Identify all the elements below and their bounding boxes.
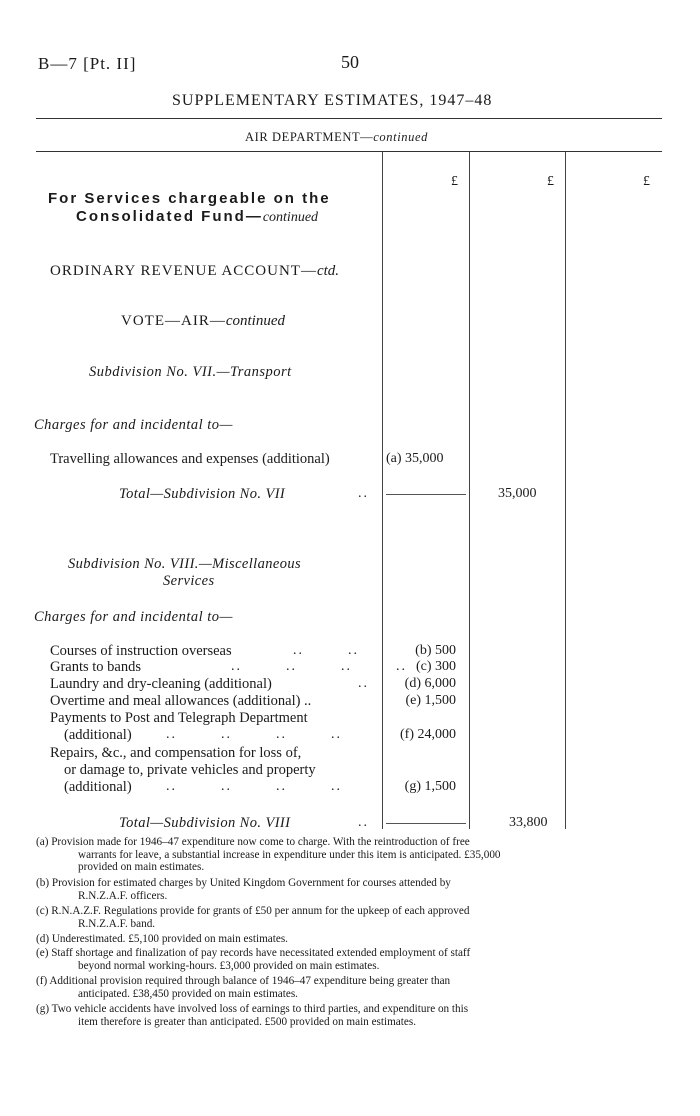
column-divider-2	[469, 152, 470, 829]
footnote-f-line2: anticipated. £38,450 provided on main estimates.	[78, 987, 298, 1000]
services-heading-fund: Consolidated Fund—	[76, 208, 263, 225]
footnote-a	[36, 836, 501, 874]
footnote-c	[36, 905, 469, 930]
footnote-a-line2: warrants for leave, a substantial increase in expenditure under this item is anticipated. £35,000	[78, 848, 501, 861]
subdivision-7-total-label: Total—Subdivision No. VII	[119, 486, 286, 502]
department-heading	[245, 130, 428, 145]
column-header-1: £	[451, 174, 458, 189]
footnote-c-line1: (c) R.N.A.Z.F. Regulations provide for grants of £50 per annum for the upkeep of each approved	[36, 905, 470, 917]
document-title: SUPPLEMENTARY ESTIMATES, 1947–48	[172, 92, 493, 109]
header-rule-bottom	[36, 151, 662, 152]
sub8-item-laundry: Laundry and dry-cleaning (additional)	[50, 676, 272, 692]
vote-heading	[121, 313, 285, 330]
sub8-item-grants-amount: (c) 300	[415, 659, 456, 674]
column-divider-1	[382, 152, 383, 829]
sub8-item-courses-dots: .. ..	[293, 643, 359, 658]
sub8-item-grants-dots: .. .. .. ..	[231, 659, 407, 674]
services-heading-line1: For Services chargeable on the	[48, 190, 331, 207]
subdivision-8-title-line1: Subdivision No. VIII.—Miscellaneous	[68, 556, 302, 572]
column-divider-3	[565, 152, 566, 829]
column-header-3: £	[643, 174, 650, 189]
sub8-item-grants: Grants to bands	[50, 659, 142, 675]
sub8-item-payments-amount: (f) 24,000	[400, 727, 456, 742]
footnote-g-line2: item therefore is greater than anticipated. £500 provided on main estimates.	[78, 1015, 416, 1028]
sub8-item-payments-additional: (additional)	[64, 727, 132, 743]
footnote-f	[36, 975, 450, 1000]
page-number: 50	[341, 52, 359, 72]
footnote-d	[36, 933, 288, 946]
page-reference: B—7 [Pt. II]	[38, 54, 137, 73]
subdivision-7-title: Subdivision No. VII.—Transport	[89, 364, 292, 380]
account-name: ORDINARY REVENUE ACCOUNT—	[50, 263, 317, 279]
footnote-g-line1: (g) Two vehicle accidents have involved loss of earnings to third parties, and expenditure on this	[36, 1003, 469, 1015]
footnote-a-line1: (a) Provision made for 1946–47 expenditure now come to charge. With the reintroduction of free	[36, 836, 470, 848]
footnote-b-line2: R.N.Z.A.F. officers.	[78, 889, 168, 902]
subdivision-8-total-rule	[386, 823, 466, 824]
subdivision-7-total-dots: ..	[358, 486, 369, 501]
account-heading	[50, 263, 339, 280]
vote-cont: continued	[225, 313, 285, 329]
subdivision-8-total-amount: 33,800	[509, 815, 548, 830]
subdivision-7-item: Travelling allowances and expenses (additional)	[50, 451, 330, 467]
footnote-d-line1: (d) Underestimated. £5,100 provided on main estimates.	[36, 933, 288, 945]
account-cont: ctd.	[316, 263, 340, 279]
column-header-2: £	[547, 174, 554, 189]
footnote-e-line2: beyond normal working-hours. £3,000 provided on main estimates.	[78, 959, 380, 972]
subdivision-8-total-label: Total—Subdivision No. VIII	[119, 815, 291, 831]
sub8-item-payments: Payments to Post and Telegraph Department	[50, 710, 308, 726]
sub8-item-overtime-amount: (e) 1,500	[405, 693, 456, 708]
subdivision-7-total-rule	[386, 494, 466, 495]
sub8-item-repairs-line2: or damage to, private vehicles and property	[64, 762, 316, 778]
header-rule-top	[36, 118, 662, 119]
subdivision-8-title-line2: Services	[163, 573, 215, 589]
department-cont: continued	[373, 130, 428, 144]
subdivision-8-total-dots: ..	[358, 815, 369, 830]
footnote-a-line3: provided on main estimates.	[78, 861, 205, 874]
sub8-item-courses-amount: (b) 500	[415, 643, 456, 658]
footnote-f-line1: (f) Additional provision required through balance of 1946–47 expenditure being greater than	[36, 975, 451, 987]
footnote-b	[36, 877, 451, 902]
services-heading-line2	[76, 208, 318, 226]
footnote-b-line1: (b) Provision for estimated charges by United Kingdom Government for courses attended by	[36, 877, 451, 889]
sub8-item-laundry-dots: ..	[358, 676, 369, 691]
services-heading-cont: continued	[262, 210, 319, 225]
department-name: AIR DEPARTMENT—	[245, 130, 374, 144]
subdivision-7-charges: Charges for and incidental to—	[34, 417, 233, 433]
sub8-item-overtime: Overtime and meal allowances (additional) ..	[50, 693, 312, 709]
sub8-item-repairs-dots: .. .. .. ..	[166, 779, 342, 794]
subdivision-8-charges: Charges for and incidental to—	[34, 609, 233, 625]
sub8-item-laundry-amount: (d) 6,000	[404, 676, 456, 691]
footnote-e-line1: (e) Staff shortage and finalization of pay records have necessitated extended employment of staff	[36, 947, 471, 959]
sub8-item-repairs-additional: (additional)	[64, 779, 132, 795]
sub8-item-repairs: Repairs, &c., and compensation for loss of,	[50, 745, 302, 761]
footnote-e	[36, 947, 470, 972]
sub8-item-repairs-amount: (g) 1,500	[404, 779, 456, 794]
sub8-item-courses: Courses of instruction overseas	[50, 643, 232, 659]
footnote-g	[36, 1003, 468, 1028]
vote-name: VOTE—AIR—	[121, 313, 226, 329]
subdivision-7-total-amount: 35,000	[498, 486, 537, 501]
sub8-item-payments-dots: .. .. .. ..	[166, 727, 342, 742]
subdivision-7-item-amount: (a) 35,000	[386, 451, 444, 466]
footnote-c-line2: R.N.Z.A.F. band.	[78, 917, 156, 930]
